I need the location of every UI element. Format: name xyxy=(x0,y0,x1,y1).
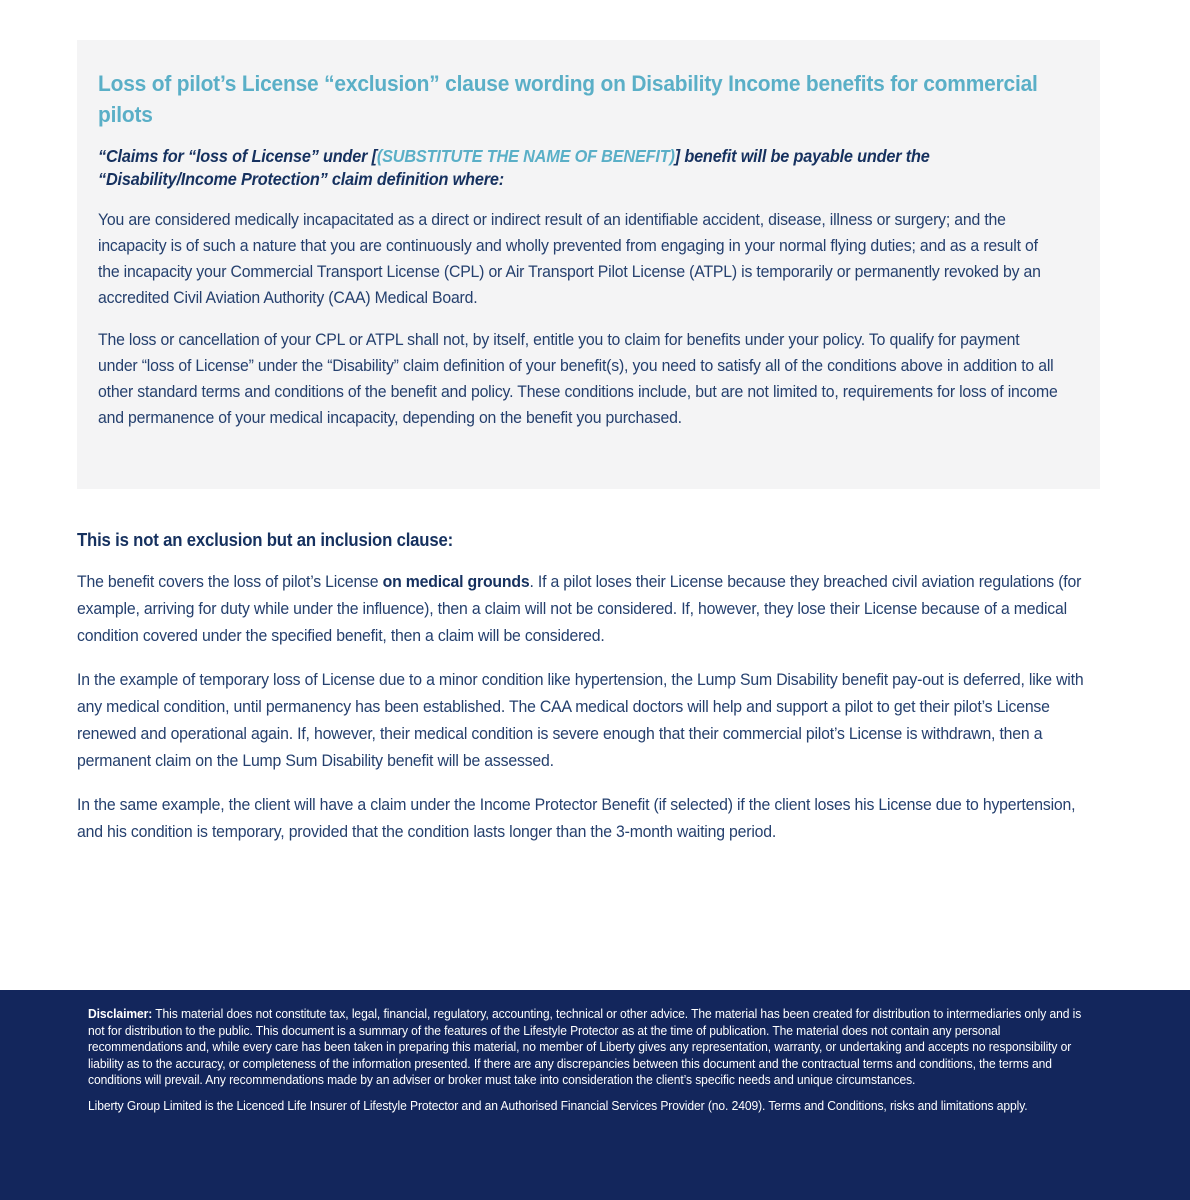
disclaimer-text: This material does not constitute tax, legal, financial, regulatory, accounting, technical or other advice. The material has been created for distribution to intermediaries only and is not for distribution to the public. This document is a summary of the features of the Lifestyle Protector as at the time of publication. The material does not contain any personal recommendations and, while every care has been taken in preparing this material, no member of Liberty gives any representation, warranty, or undertaking and accepts no responsibility or liability as to the accuracy, or completeness of the information presented. If there are any discrepancies between this document and the contractual terms and conditions, the terms and conditions will prevail. Any recommendations made by an adviser or broker must take into consideration the client’s specific needs and unique circumstances. xyxy=(88,1006,1082,1087)
inclusion-explanation-section xyxy=(77,529,1101,845)
clause-paragraph-loss-cancellation: The loss or cancellation of your CPL or ATPL shall not, by itself, entitle you to claim for benefits under your policy. To qualify for payment under “loss of License” under the “Disability” claim definition of your benefit(s), you need to satisfy all of the conditions above in addition to all other standard terms and conditions of the benefit and policy. These conditions include, but are not limited to, requirements for loss of income and permanence of your medical incapacity, depending on the benefit you purchased. xyxy=(98,330,1058,427)
clause-subtitle xyxy=(98,145,1058,191)
inclusion-heading: This is not an exclusion but an inclusion clause: xyxy=(77,530,453,550)
medical-grounds-prefix: The benefit covers the loss of pilot’s License xyxy=(77,572,383,591)
clause-subtitle-prefix: “Claims for “loss of License” under [ xyxy=(98,146,377,166)
clause-paragraph-incapacity: You are considered medically incapacitated as a direct or indirect result of an identifiable accident, disease, illness or surgery; and the incapacity is of such a nature that you are continuously and wholly prevented from engaging in your normal flying duties; and as a result of the incapacity your Commercial Transport License (CPL) or Air Transport Pilot License (ATPL) is temporarily or permanently revoked by an accredited Civil Aviation Authority (CAA) Medical Board. xyxy=(98,210,1041,307)
explanation-paragraph-income-protector: In the same example, the client will have a claim under the Income Protector Benefit (if selected) if the client loses his License due to hypertension, and his condition is temporary, provided that the condition lasts longer than the 3-month waiting period. xyxy=(77,795,1076,841)
medical-grounds-bold: on medical grounds xyxy=(382,572,530,591)
disclaimer-footer xyxy=(0,990,1190,1200)
explanation-paragraph-lump-sum: In the example of temporary loss of License due to a minor condition like hypertension, the Lump Sum Disability benefit pay-out is deferred, like with any medical condition, until permanency has been established. The CAA medical doctors will help and support a pilot to get their pilot’s License renewed and operational again. If, however, their medical condition is severe enough that their commercial pilot’s License is withdrawn, then a permanent claim on the Lump Sum Disability benefit will be assessed. xyxy=(77,670,1084,770)
clause-box-title: Loss of pilot’s License “exclusion” clause wording on Disability Income benefits for commercial pilots xyxy=(98,71,1038,127)
clause-subtitle-benefit-placeholder: (SUBSTITUTE THE NAME OF BENEFIT) xyxy=(376,146,675,166)
disclaimer-label: Disclaimer: xyxy=(88,1006,153,1021)
liberty-license-line: Liberty Group Limited is the Licenced Life Insurer of Lifestyle Protector and an Authorised Financial Services Provider (no. 2409). Terms and Conditions, risks and limitations apply. xyxy=(88,1097,1028,1113)
explanation-paragraph-medical-grounds xyxy=(77,568,1101,649)
clause-subtitle-suffix: ] benefit will be payable under the “Disability/Income Protection” claim definition where: xyxy=(98,146,930,189)
disclaimer-paragraph xyxy=(88,1006,1090,1089)
exclusion-clause-box xyxy=(77,40,1100,489)
medical-grounds-suffix: . If a pilot loses their License because they breached civil aviation regulations (for example, arriving for duty while under the influence), then a claim will not be considered. If, however, they lose their License because of a medical condition covered under the specified benefit, then a claim will be considered. xyxy=(77,572,1082,645)
